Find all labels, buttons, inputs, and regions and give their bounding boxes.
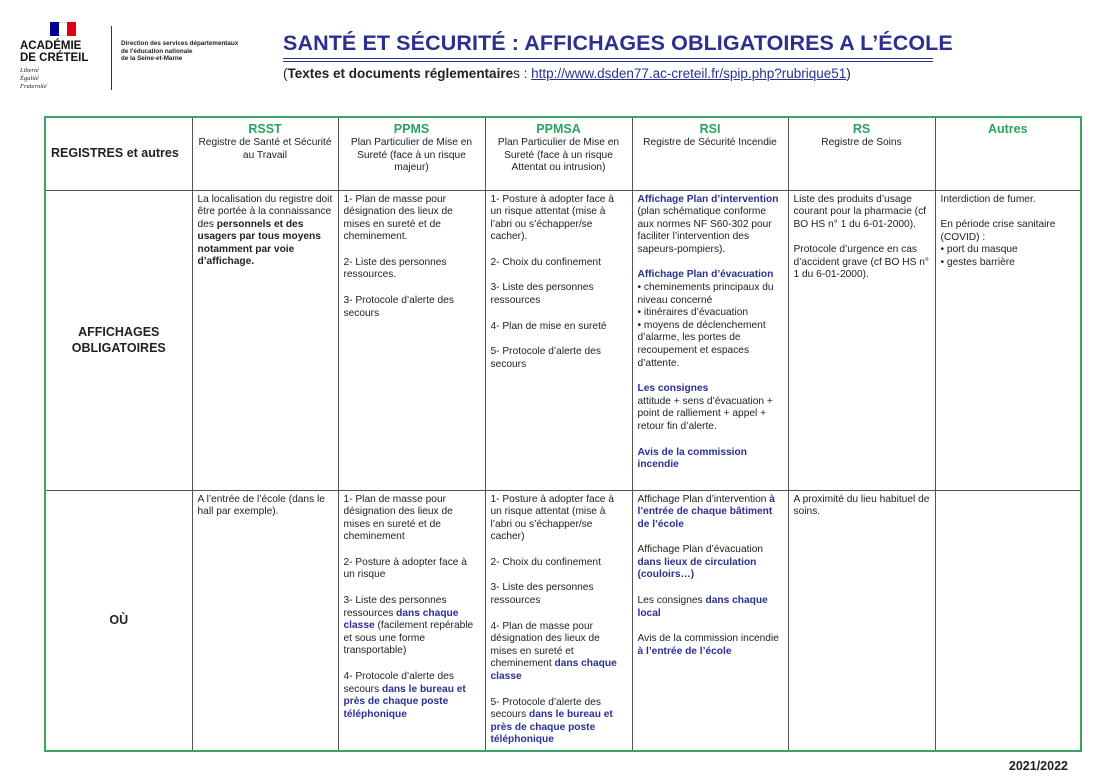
text: Les consignes (637, 595, 706, 607)
text: Affichage Plan d’évacuation (637, 544, 764, 556)
academie-logo (20, 22, 110, 91)
motto-fraternite: Fraternité (20, 83, 47, 90)
text-highlight: à l’entrée de chaque bâtiment de l’école (637, 493, 775, 530)
list-item: 1- Plan de masse pour désignation des lieux de mises en sureté et de cheminement. (343, 193, 453, 243)
text: 4- Plan de masse pour désignation des lieux de mises en sureté et cheminement (490, 620, 600, 670)
col-code: RSST (248, 122, 282, 136)
marianne-flag-icon (50, 22, 76, 36)
bullet-item: • cheminements principaux du niveau concerné (637, 282, 774, 306)
list-item: 3- Liste des personnes ressources (490, 282, 594, 307)
col-rsi (632, 117, 788, 190)
row-affichages (45, 190, 1081, 490)
text-highlight: dans chaque classe (343, 607, 459, 632)
republic-motto (20, 67, 110, 91)
list-item: 3- Protocole d’alerte des secours (343, 295, 454, 319)
text-highlight: dans lieux de circulation (couloirs…) (637, 556, 757, 581)
text: Avis de la commission incendie (637, 633, 779, 645)
heading: Affichage Plan d’intervention (637, 193, 779, 205)
academie-name (20, 40, 110, 64)
bullet-item: • gestes barrière (940, 256, 1015, 268)
text: attitude + sens d’évacuation + point de ralliement + appel + retour fin d’alerte. (637, 395, 773, 432)
header-row (45, 117, 1081, 190)
col-ppmsa (485, 117, 632, 190)
col-desc: Plan Particulier de Mise en Sureté (face à un risque Attentat ou intrusion) (497, 137, 620, 174)
text: 4- Protocole d’alerte des secours (343, 671, 454, 695)
text: 3- Liste des personnes ressources (343, 595, 447, 619)
list-item: Protocole d’urgence en cas d’accident grave (cf BO HS n° 1 du 6-01-2000). (793, 244, 929, 281)
subtitle (283, 66, 851, 81)
direction-line2: de l'éducation nationale (121, 47, 193, 55)
list-item: 2- Choix du confinement (490, 256, 601, 268)
direction-services (121, 40, 261, 63)
text: (plan schématique conforme aux normes NF S60-302 pour faciliter l’intervention des sapeurs-pompiers). (637, 206, 772, 255)
col-ppms (338, 117, 485, 190)
text: (facilement repérable et sous une forme transportable) (343, 620, 474, 657)
cell-r2-rsi (632, 490, 788, 751)
cell-r1-ppmsa (485, 190, 632, 490)
cell-r1-rsi (632, 190, 788, 490)
page-title: SANTÉ ET SÉCURITÉ : AFFICHAGES OBLIGATOIRES A L’ÉCOLE (283, 31, 953, 55)
list-item: 1- Plan de masse pour désignation des lieux de mises en sureté et de cheminement (343, 493, 453, 543)
col-desc: Registre de Soins (821, 137, 902, 148)
list-item: 1- Posture à adopter face à un risque attentat (mise à l’abri ou s’échapper/se cacher) (490, 493, 614, 543)
subtitle-open-paren: ( (283, 66, 288, 81)
text-highlight: dans chaque classe (490, 658, 617, 683)
list-item: 2- Choix du confinement (490, 556, 601, 568)
text: 5- Protocole d’alerte des secours (490, 696, 601, 721)
direction-line1: Direction des services départementaux (121, 40, 239, 47)
col-code: RSI (699, 122, 721, 136)
col-desc: Plan Particulier de Mise en Sureté (face à un risque majeur) (350, 137, 473, 174)
text-bold: personnels et des usagers par tous moyens notamment par voie d’affichage. (197, 218, 321, 268)
col-autres (935, 117, 1081, 190)
cell-r2-rsst: A l’entrée de l’école (dans le hall par exemple). (192, 490, 338, 751)
col-rs (788, 117, 935, 190)
title-underline-second (283, 61, 933, 62)
col-code: PPMS (393, 122, 430, 136)
cell-r1-autres (935, 190, 1081, 490)
list-item: 2- Liste des personnes ressources. (343, 256, 447, 281)
cell-r2-ppms (338, 490, 485, 751)
display-requirements-table (44, 116, 1082, 752)
motto-egalite: Égalité (20, 75, 39, 82)
bullet-item: • moyens de déclenchement d’alarme, les portes de recoupement et espaces d’attente. (637, 319, 766, 369)
text: En période crise sanitaire (COVID) : (940, 219, 1056, 243)
subtitle-bold: Textes et documents réglementaire (287, 66, 514, 81)
academie-line1: ACADÉMIE (20, 40, 82, 52)
text-highlight: à l’entrée de l’école (637, 645, 732, 657)
text: La localisation du registre doit être portée à la connaissance des (197, 193, 333, 230)
list-item: 5- Protocole d’alerte des secours (490, 346, 601, 370)
list-item: 2- Posture à adopter face à un risque (343, 556, 467, 581)
list-item: 3- Liste des personnes ressources (490, 582, 594, 607)
logo-divider (111, 26, 112, 90)
row-label-affichages: AFFICHAGES OBLIGATOIRES (45, 190, 192, 490)
subtitle-close-paren: ) (846, 66, 851, 81)
text-highlight: dans le bureau et près de chaque poste téléphonique (343, 683, 466, 720)
cell-r1-rs (788, 190, 935, 490)
text-highlight: dans chaque local (637, 595, 768, 619)
cell-r2-rs: A proximité du lieu habituel de soins. (788, 490, 935, 751)
text-highlight: dans le bureau et près de chaque poste téléphonique (490, 709, 613, 746)
list-item: Liste des produits d’usage courant pour la pharmacie (cf BO HS n° 1 du 6-01-2000). (793, 193, 927, 230)
col-desc: Registre de Sécurité Incendie (643, 137, 777, 148)
academie-line2: DE CRÉTEIL (20, 52, 89, 64)
text: Affichage Plan d’intervention (637, 493, 770, 505)
col-code: PPMSA (536, 122, 581, 136)
bullet-item: • itinéraires d’évacuation (637, 307, 749, 319)
col-desc: Registre de Santé et Sécurité au Travail (198, 137, 332, 161)
col-code: Autres (987, 122, 1028, 136)
reference-link[interactable]: http://www.dsden77.ac-creteil.fr/spip.php?rubrique51 (531, 66, 847, 81)
cell-r2-ppmsa (485, 490, 632, 751)
cell-r1-rsst (192, 190, 338, 490)
subtitle-rest: s : (513, 66, 532, 81)
cell-r2-autres (935, 490, 1081, 751)
heading: Avis de la commission incendie (637, 446, 747, 471)
bullet-item: • port du masque (940, 244, 1018, 256)
row-ou (45, 490, 1081, 751)
list-item: 1- Posture à adopter face à un risque attentat (mise à l’abri ou s’échapper/se cacher). (490, 193, 614, 243)
corner-cell: REGISTRES et autres (45, 117, 192, 190)
col-rsst (192, 117, 338, 190)
cell-r1-ppms (338, 190, 485, 490)
col-code: RS (852, 122, 871, 136)
direction-line3: de la Seine-et-Marne (121, 55, 183, 62)
heading: Affichage Plan d’évacuation (637, 269, 774, 281)
list-item: 4- Plan de mise en sureté (490, 320, 607, 332)
heading: Les consignes (637, 383, 709, 395)
motto-liberte: Liberté (20, 67, 39, 74)
row-label-ou: OÙ (45, 490, 192, 751)
title-underline (283, 58, 933, 59)
text: Interdiction de fumer. (940, 193, 1036, 205)
school-year: 2021/2022 (1008, 759, 1068, 773)
